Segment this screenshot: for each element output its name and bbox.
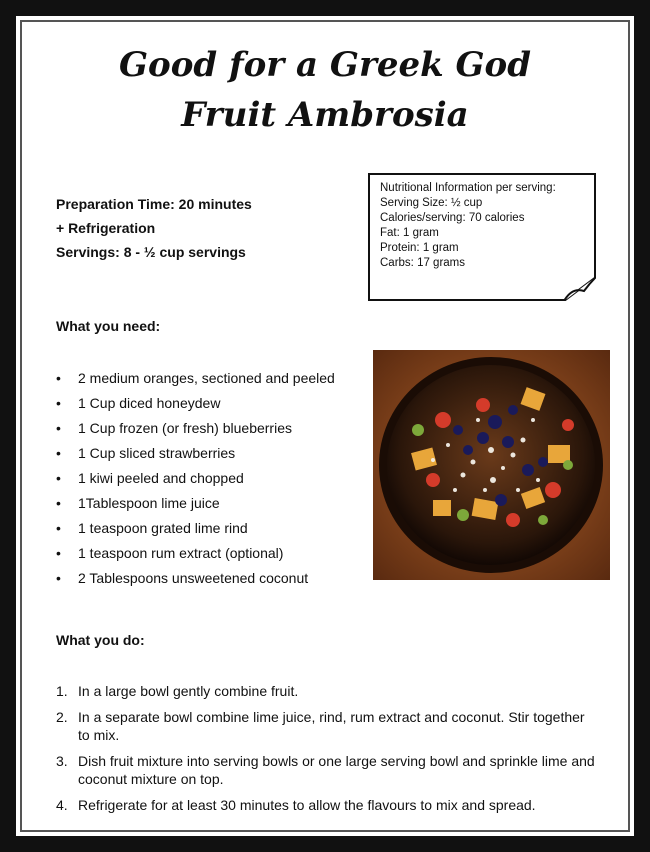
prep-refrigeration: + Refrigeration xyxy=(56,220,156,236)
list-item xyxy=(56,708,596,744)
recipe-title-line1: Good for a Greek God xyxy=(118,45,532,85)
nutrition-protein: Protein: 1 gram xyxy=(380,242,459,254)
list-item xyxy=(56,682,596,700)
list-item: • 2 Tablespoons unsweetened coconut xyxy=(56,568,335,593)
list-item: • 1 Cup diced honeydew xyxy=(56,393,335,418)
nutrition-carbs: Carbs: 17 grams xyxy=(380,257,466,269)
step-text: Refrigerate for at least 30 minutes to allow the flavours to mix and spread. xyxy=(78,797,536,813)
ingredients-heading: What you need: xyxy=(56,318,161,334)
step-number: 3. xyxy=(56,753,68,769)
list-item: • 1 Cup frozen (or fresh) blueberries xyxy=(56,418,335,443)
page-curl-icon xyxy=(564,277,596,301)
list-item xyxy=(56,796,596,814)
list-item xyxy=(56,752,596,788)
prep-time: Preparation Time: 20 minutes xyxy=(56,196,252,212)
ingredient-list xyxy=(56,368,335,593)
list-item: • 1 teaspoon grated lime rind xyxy=(56,518,335,543)
recipe-title-line2: Fruit Ambrosia xyxy=(181,95,469,135)
step-text: In a separate bowl combine lime juice, rind, rum extract and coconut. Stir together to mix. xyxy=(78,709,585,743)
step-number: 4. xyxy=(56,797,68,813)
step-text: Dish fruit mixture into serving bowls or one large serving bowl and sprinkle lime and coconut mixture on top. xyxy=(78,753,595,787)
nutrition-calories: Calories/serving: 70 calories xyxy=(380,212,525,224)
step-text: In a large bowl gently combine fruit. xyxy=(78,683,299,699)
direction-list xyxy=(56,682,596,822)
fruit-bowl-photo xyxy=(373,350,610,580)
prep-servings: Servings: 8 - ½ cup servings xyxy=(56,244,246,260)
step-number: 1. xyxy=(56,683,68,699)
list-item: • 1Tablespoon lime juice xyxy=(56,493,335,518)
nutrition-heading: Nutritional Information per serving: xyxy=(380,182,556,194)
step-number: 2. xyxy=(56,709,68,725)
list-item: • 2 medium oranges, sectioned and peeled xyxy=(56,368,335,393)
list-item: • 1 teaspoon rum extract (optional) xyxy=(56,543,335,568)
list-item: • 1 Cup sliced strawberries xyxy=(56,443,335,468)
list-item: • 1 kiwi peeled and chopped xyxy=(56,468,335,493)
prep-info xyxy=(56,192,252,264)
nutrition-fat: Fat: 1 gram xyxy=(380,227,439,239)
nutrition-serving-size: Serving Size: ½ cup xyxy=(380,197,483,209)
nutrition-note xyxy=(368,173,596,301)
directions-heading: What you do: xyxy=(56,632,145,648)
